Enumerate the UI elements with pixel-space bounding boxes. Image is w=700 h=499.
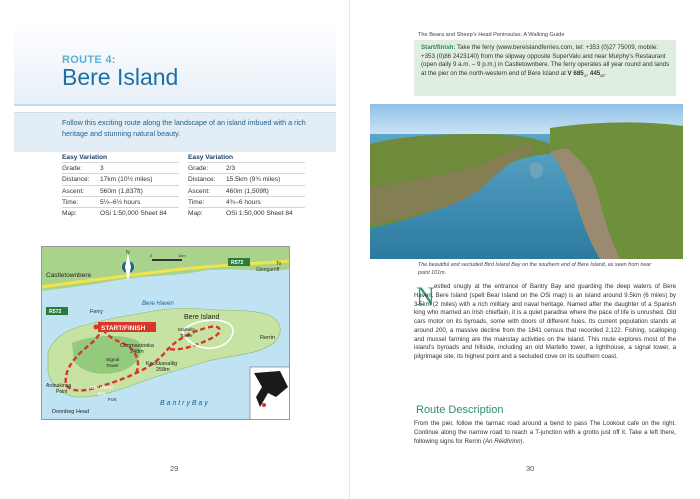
row-label: Grade: [62, 165, 83, 172]
page-number-left: 29 [170, 464, 179, 473]
row-label: Grade: [188, 165, 209, 172]
row-label: Map: [62, 210, 77, 218]
row-value: 15.5km (9¾ miles) [226, 176, 281, 184]
para2-main: From the pier, follow the tarmac road around a bend to pass The Lookout cafe on the right. Continue along the narrow road to reach a T-junction with a grotto just off it. Take a left there, following signs for Rerrin ( [414, 420, 676, 445]
section-heading: Route Description [416, 404, 504, 416]
scale-right: 1km [178, 253, 186, 258]
row-value: OSi 1:50,000 Sheet 84 [226, 210, 293, 218]
variation-row-grade [62, 162, 179, 173]
map-north-label: N [126, 250, 130, 256]
map-fort: Fort [108, 398, 117, 403]
start-finish-end: . [604, 69, 607, 77]
map-bere-haven: Bere Haven [142, 301, 174, 307]
map-to: To [276, 261, 282, 267]
row-label: Time: [62, 198, 79, 206]
map-signal-1: Signal [106, 358, 120, 363]
row-label: Ascent: [62, 187, 84, 195]
photo-svg [370, 104, 683, 259]
start-finish-text [421, 44, 671, 81]
intro-text: Follow this exciting route along the landscape of an island imbued with a rich heritage and stunning natural beauty. [62, 118, 306, 138]
variation-row-distance [188, 173, 305, 184]
row-value: OSi 1:50,000 Sheet 84 [100, 210, 167, 218]
grid-ref-b-sub: 85 [600, 73, 605, 79]
map-doonbeg: Doonbeg Head [52, 409, 90, 415]
variation-table-2 [188, 152, 305, 218]
map-inset-location-icon [262, 403, 266, 407]
map-glengarriff: Glengarriff [256, 267, 280, 273]
grid-ref-a: V 685 [567, 69, 584, 77]
row-label: Ascent: [188, 187, 210, 195]
variation-row-ascent [188, 185, 305, 196]
map-ferry: Ferry [90, 309, 103, 315]
variation-row-map [62, 207, 179, 218]
body-paragraph-2 [414, 420, 676, 446]
variation-row-distance [62, 173, 179, 184]
map-bird-island-2: Bay [98, 392, 107, 397]
para2-italic: An Réidhrinn [484, 437, 521, 445]
map-ardnakinna-1: Ardnakinna [46, 383, 72, 389]
variation-row-grade [188, 162, 305, 173]
para2-end: ). [520, 437, 525, 445]
row-label: Map: [188, 210, 203, 218]
grid-ref-b: 445 [588, 69, 601, 77]
row-value: 4¾–6 hours [226, 198, 261, 206]
row-value: 17km (10½ miles) [100, 176, 153, 184]
row-value: 2/3 [226, 165, 236, 172]
map-bird-island-1: Bird Island [90, 386, 113, 391]
row-value: 5½–6½ hours [100, 198, 141, 206]
bird-island-bay-photo [370, 104, 683, 259]
map-martello-2: Tower [180, 334, 193, 339]
variation-title: Easy Variation [188, 154, 234, 161]
variation-row-time [188, 196, 305, 207]
route-map [41, 246, 290, 420]
start-finish-marker-icon [94, 325, 99, 330]
map-start-finish: START/FINISH [101, 325, 146, 332]
row-value: 3 [100, 165, 104, 172]
road-label-r572-a: R572 [231, 260, 244, 266]
map-bantry-bay: B a n t r y B a y [160, 400, 208, 407]
variation-row-time [62, 196, 179, 207]
scale-left: 0 [150, 253, 153, 258]
variation-title: Easy Variation [62, 154, 108, 161]
row-label: Distance: [188, 176, 216, 184]
map-coomastooka-height: 248m [130, 349, 144, 355]
map-castletownbere: Castletownbere [46, 272, 92, 279]
photo-caption: The beautiful and secluded Bird Island Bay on the southern end of Bere Island, as seen from near point 101m. [418, 262, 652, 276]
map-martello-1: Martello [178, 328, 196, 333]
grid-ref-a-sub: 47 [583, 73, 589, 79]
road-label-r572-b: R572 [49, 309, 62, 315]
route-title: Bere Island [62, 64, 179, 90]
start-finish-body: Take the ferry (www.bereislandferries.com, tel: +353 (0)27 75009, mobile: +353 (0)86 2423140) from the slipway opposite SuperValu and near Murphy’s Restaurant (open daily 9 a.m. – 9 p.m.) in Castletownbere. The ferry operates all year round and lands at the pier on the north-western end of Bere Island at [421, 44, 670, 77]
variation-table-1 [62, 152, 179, 218]
body-paragraph-1: estled snugly at the entrance of Bantry Bay and guarding the deep waters of Bere Haven, Bere Island (spelt Bear Island on the OSi map) is an island around 9.5km (6 miles) by 3.5km (2 miles) with a rich military and naval heritage. Named after the daughter of a Spanish king who married an Irish chieftain, it is a quiet paradise where the pace of life is unrushed. Old cars motor on its byroads, some with doors of different hues. Its current population stands at around 200, a massive decline from the 1841 census that recorded 2,122. Fishing, scalloping and mussel farming are the mainstay activities on the island. This route explores most of the island’s byroads and hillside, including an old Martello tower, a lighthouse, a signal tower, a pilgrimage site, its highest point and a secluded cove on its southern coast. [414, 283, 676, 360]
row-value: 460m (1,509ft) [226, 187, 269, 195]
map-rerrin: Rerrin [260, 335, 275, 341]
page-number-right: 30 [526, 464, 535, 473]
map-knockanallig: Knockanallig [146, 361, 178, 367]
row-label: Distance: [62, 176, 90, 184]
scale-bar [152, 259, 182, 261]
route-map-svg [42, 247, 290, 420]
start-finish-label: Start/finish: [421, 44, 456, 51]
running-head: The Beara and Sheep’s Head Peninsulas: A Walking Guide [418, 32, 565, 38]
variation-row-map [188, 207, 305, 218]
map-ardnakinna-2: Point [56, 389, 68, 395]
map-bere-island: Bere Island [184, 314, 220, 321]
drop-cap: N [416, 282, 435, 311]
variation-row-ascent [62, 185, 179, 196]
row-value: 560m (1,837ft) [100, 187, 143, 195]
row-label: Time: [188, 198, 205, 206]
map-knockanallig-height: 258m [156, 367, 170, 373]
map-coomastooka: Coomastooka [120, 343, 154, 349]
route-label: ROUTE 4: [62, 54, 116, 66]
map-signal-2: Tower [106, 364, 119, 369]
